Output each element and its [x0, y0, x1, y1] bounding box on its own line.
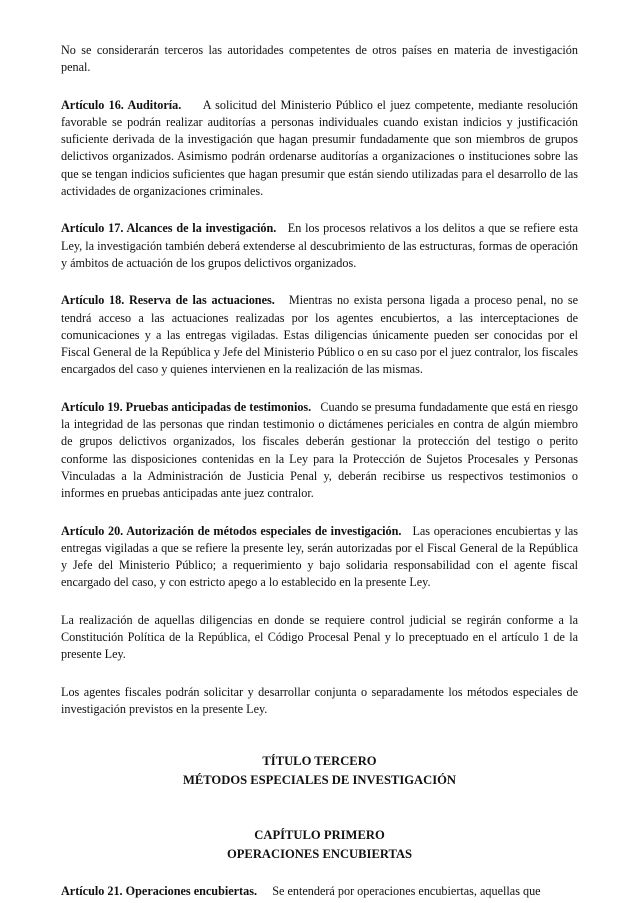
- article-title: Artículo 20. Autorización de métodos especiales de investigación.: [61, 523, 402, 538]
- paragraph-agentes-fiscales: [61, 684, 578, 719]
- paragraph-terceros: [61, 42, 578, 77]
- article-text: Se entenderá por operaciones encubiertas, aquellas que: [272, 884, 541, 899]
- article-19: [61, 399, 578, 503]
- article-text: A solicitud del Ministerio Público el juez competente, mediante resolución favorable se podrán realizar auditorías a personas individuales cuando existan indicios y justificación suficiente derivada de la investigación que hagan presumir fundadamente que son miembros de grupos delictivos organizados. Asimismo podrán ordenarse auditorías a organizaciones o instituciones sobre las que se tengan indicios suficientes que hagan presumir que están siendo utilizadas para el desarrollo de las actividades de organizaciones criminales.: [61, 97, 579, 199]
- article-21: [61, 883, 578, 900]
- chapter-heading: [61, 826, 578, 864]
- article-text: Cuando se presuma fundadamente que está en riesgo la integridad de las personas que rindan testimonio o dictámenes periciales en contra de algún miembro de grupos delictivos organizados, los fiscales deberán gestionar la protección del testigo o perito conforme las disposiciones contenidas en la Ley para la Protección de Sujetos Procesales y Personas Vinculadas a la Administración de Justicia Penal y, deberán recibirse us respectivos testimonios o informes en pruebas anticipadas ante juez contralor.: [61, 399, 579, 501]
- title-name: MÉTODOS ESPECIALES DE INVESTIGACIÓN: [182, 773, 457, 788]
- article-18: [61, 292, 578, 378]
- article-text: Mientras no exista persona ligada a proceso penal, no se tendrá acceso a las actuaciones realizadas por los agentes encubiertos, a las interceptaciones de comunicaciones y a las entregas vigiladas. Estas diligencias únicamente pueden ser conocidas por el Fiscal General de la República y Jefe del Ministerio Público o en su caso por el juez contralor, los fiscales encargados del caso y quienes intervienen en la realización de las mismas.: [61, 293, 579, 377]
- chapter-number: CAPÍTULO PRIMERO: [254, 828, 385, 843]
- article-title: Artículo 18. Reserva de las actuaciones.: [61, 293, 275, 308]
- article-text: Las operaciones encubiertas y las entregas vigiladas a que se refiere la presente ley, serán autorizadas por el Fiscal General de la República y Jefe del Ministerio Público; a requerimiento y bajo solidaria responsabilidad con el agente fiscal encargado del caso, y con estricto apego a lo establecido en la presente Ley.: [61, 523, 579, 590]
- chapter-name: OPERACIONES ENCUBIERTAS: [226, 847, 413, 862]
- title-number: TÍTULO TERCERO: [262, 754, 377, 769]
- article-title: Artículo 19. Pruebas anticipadas de testimonios.: [61, 399, 312, 414]
- article-title: Artículo 17. Alcances de la investigación.: [61, 221, 277, 236]
- article-title: Artículo 16. Auditoría.: [61, 97, 182, 112]
- article-title: Artículo 21. Operaciones encubiertas.: [61, 884, 257, 899]
- article-text: En los procesos relativos a los delitos a que se refiere esta Ley, la investigación también deberá extenderse al descubrimiento de las estructuras, formas de operación y ámbitos de actuación de los grupos delictivos organizados.: [61, 221, 579, 270]
- article-16: [61, 97, 578, 201]
- paragraph-text: La realización de aquellas diligencias en donde se requiere control judicial se regirán conforme a la Constitución Política de la República, el Código Procesal Penal y lo preceptuado en el artículo 1 de la presente Ley.: [61, 612, 578, 662]
- article-17: [61, 220, 578, 272]
- article-20: [61, 523, 578, 592]
- title-heading: [61, 752, 578, 790]
- paragraph-text: Los agentes fiscales podrán solicitar y desarrollar conjunta o separadamente los métodos especiales de investigación previstos en la presente Ley.: [61, 684, 578, 716]
- paragraph-text: No se considerarán terceros las autoridades competentes de otros países en materia de investigación penal.: [61, 43, 578, 75]
- paragraph-control-judicial: [61, 612, 578, 664]
